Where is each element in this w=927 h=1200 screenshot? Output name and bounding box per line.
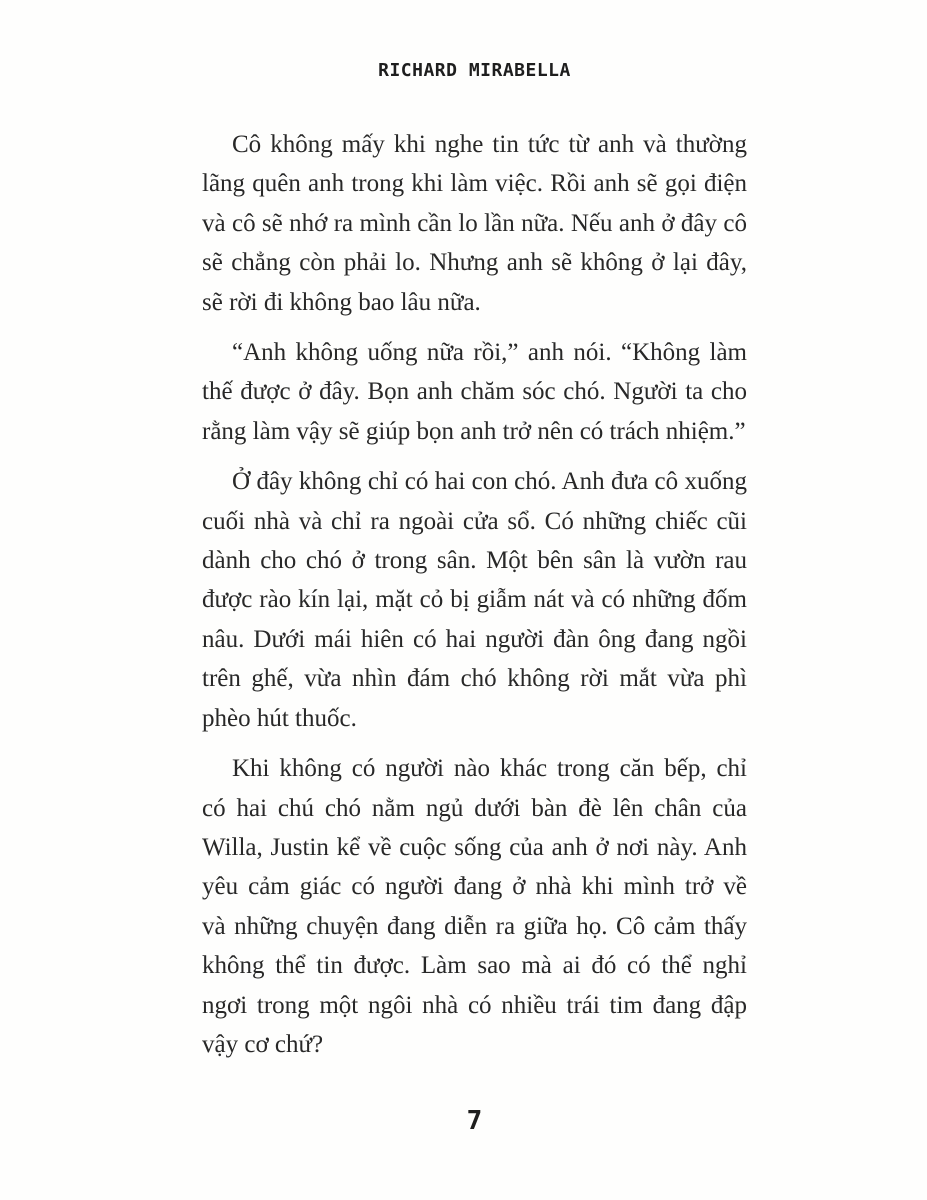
text-line: cuối nhà và chỉ ra ngoài cửa sổ. Có những chiếc cũi: [202, 507, 747, 535]
text-line: sẽ rời đi không bao lâu nữa.: [202, 288, 481, 316]
text-line: ngơi trong một ngôi nhà có nhiều trái tim đang đập: [202, 991, 747, 1019]
text-line: sẽ chẳng còn phải lo. Nhưng anh sẽ không ở lại đây,: [202, 249, 747, 277]
text-line: phèo hút thuốc.: [202, 704, 357, 732]
text-line: rằng làm vậy sẽ giúp bọn anh trở nên có trách nhiệm.”: [202, 417, 746, 445]
text-line: nâu. Dưới mái hiên có hai người đàn ông đang ngồi: [202, 625, 747, 653]
paragraph: [202, 462, 747, 738]
text-line: Cô không mấy khi nghe tin tức từ anh và thường: [232, 131, 747, 158]
text-line: dành cho chó ở trong sân. Một bên sân là vườn rau: [202, 547, 747, 575]
text-line: Khi không có người nào khác trong căn bếp, chỉ: [232, 755, 747, 783]
text-line: và những chuyện đang diễn ra giữa họ. Cô cảm thấy: [202, 912, 747, 940]
paragraph: [202, 125, 747, 322]
text-line: Willa, Justin kể về cuộc sống của anh ở nơi này. Anh: [202, 833, 747, 861]
text-line: thế được ở đây. Bọn anh chăm sóc chó. Người ta cho: [202, 378, 747, 406]
text-line: “Anh không uống nữa rồi,” anh nói. “Không làm: [232, 339, 747, 367]
text-line: trên ghế, vừa nhìn đám chó không rời mắt vừa phì: [202, 665, 747, 693]
text-line: lãng quên anh trong khi làm việc. Rồi anh sẽ gọi điện: [202, 170, 747, 198]
text-line: Ở đây không chỉ có hai con chó. Anh đưa cô xuống: [232, 468, 747, 496]
text-line: không thể tin được. Làm sao mà ai đó có thể nghỉ: [202, 952, 747, 980]
text-line: yêu cảm giác có người đang ở nhà khi mình trở về: [202, 873, 747, 901]
paragraph: [202, 333, 747, 451]
page-number: 7: [466, 1106, 483, 1136]
paragraph: [202, 749, 747, 1064]
running-header: RICHARD MIRABELLA: [378, 60, 571, 81]
text-line: vậy cơ chứ?: [202, 1030, 324, 1058]
text-line: được rào kín lại, mặt cỏ bị giẫm nát và có những đốm: [202, 586, 747, 614]
page-body: [202, 125, 747, 1075]
text-line: và cô sẽ nhớ ra mình cần lo lần nữa. Nếu anh ở đây cô: [202, 209, 747, 237]
text-line: có hai chú chó nằm ngủ dưới bàn đè lên chân của: [202, 794, 747, 822]
